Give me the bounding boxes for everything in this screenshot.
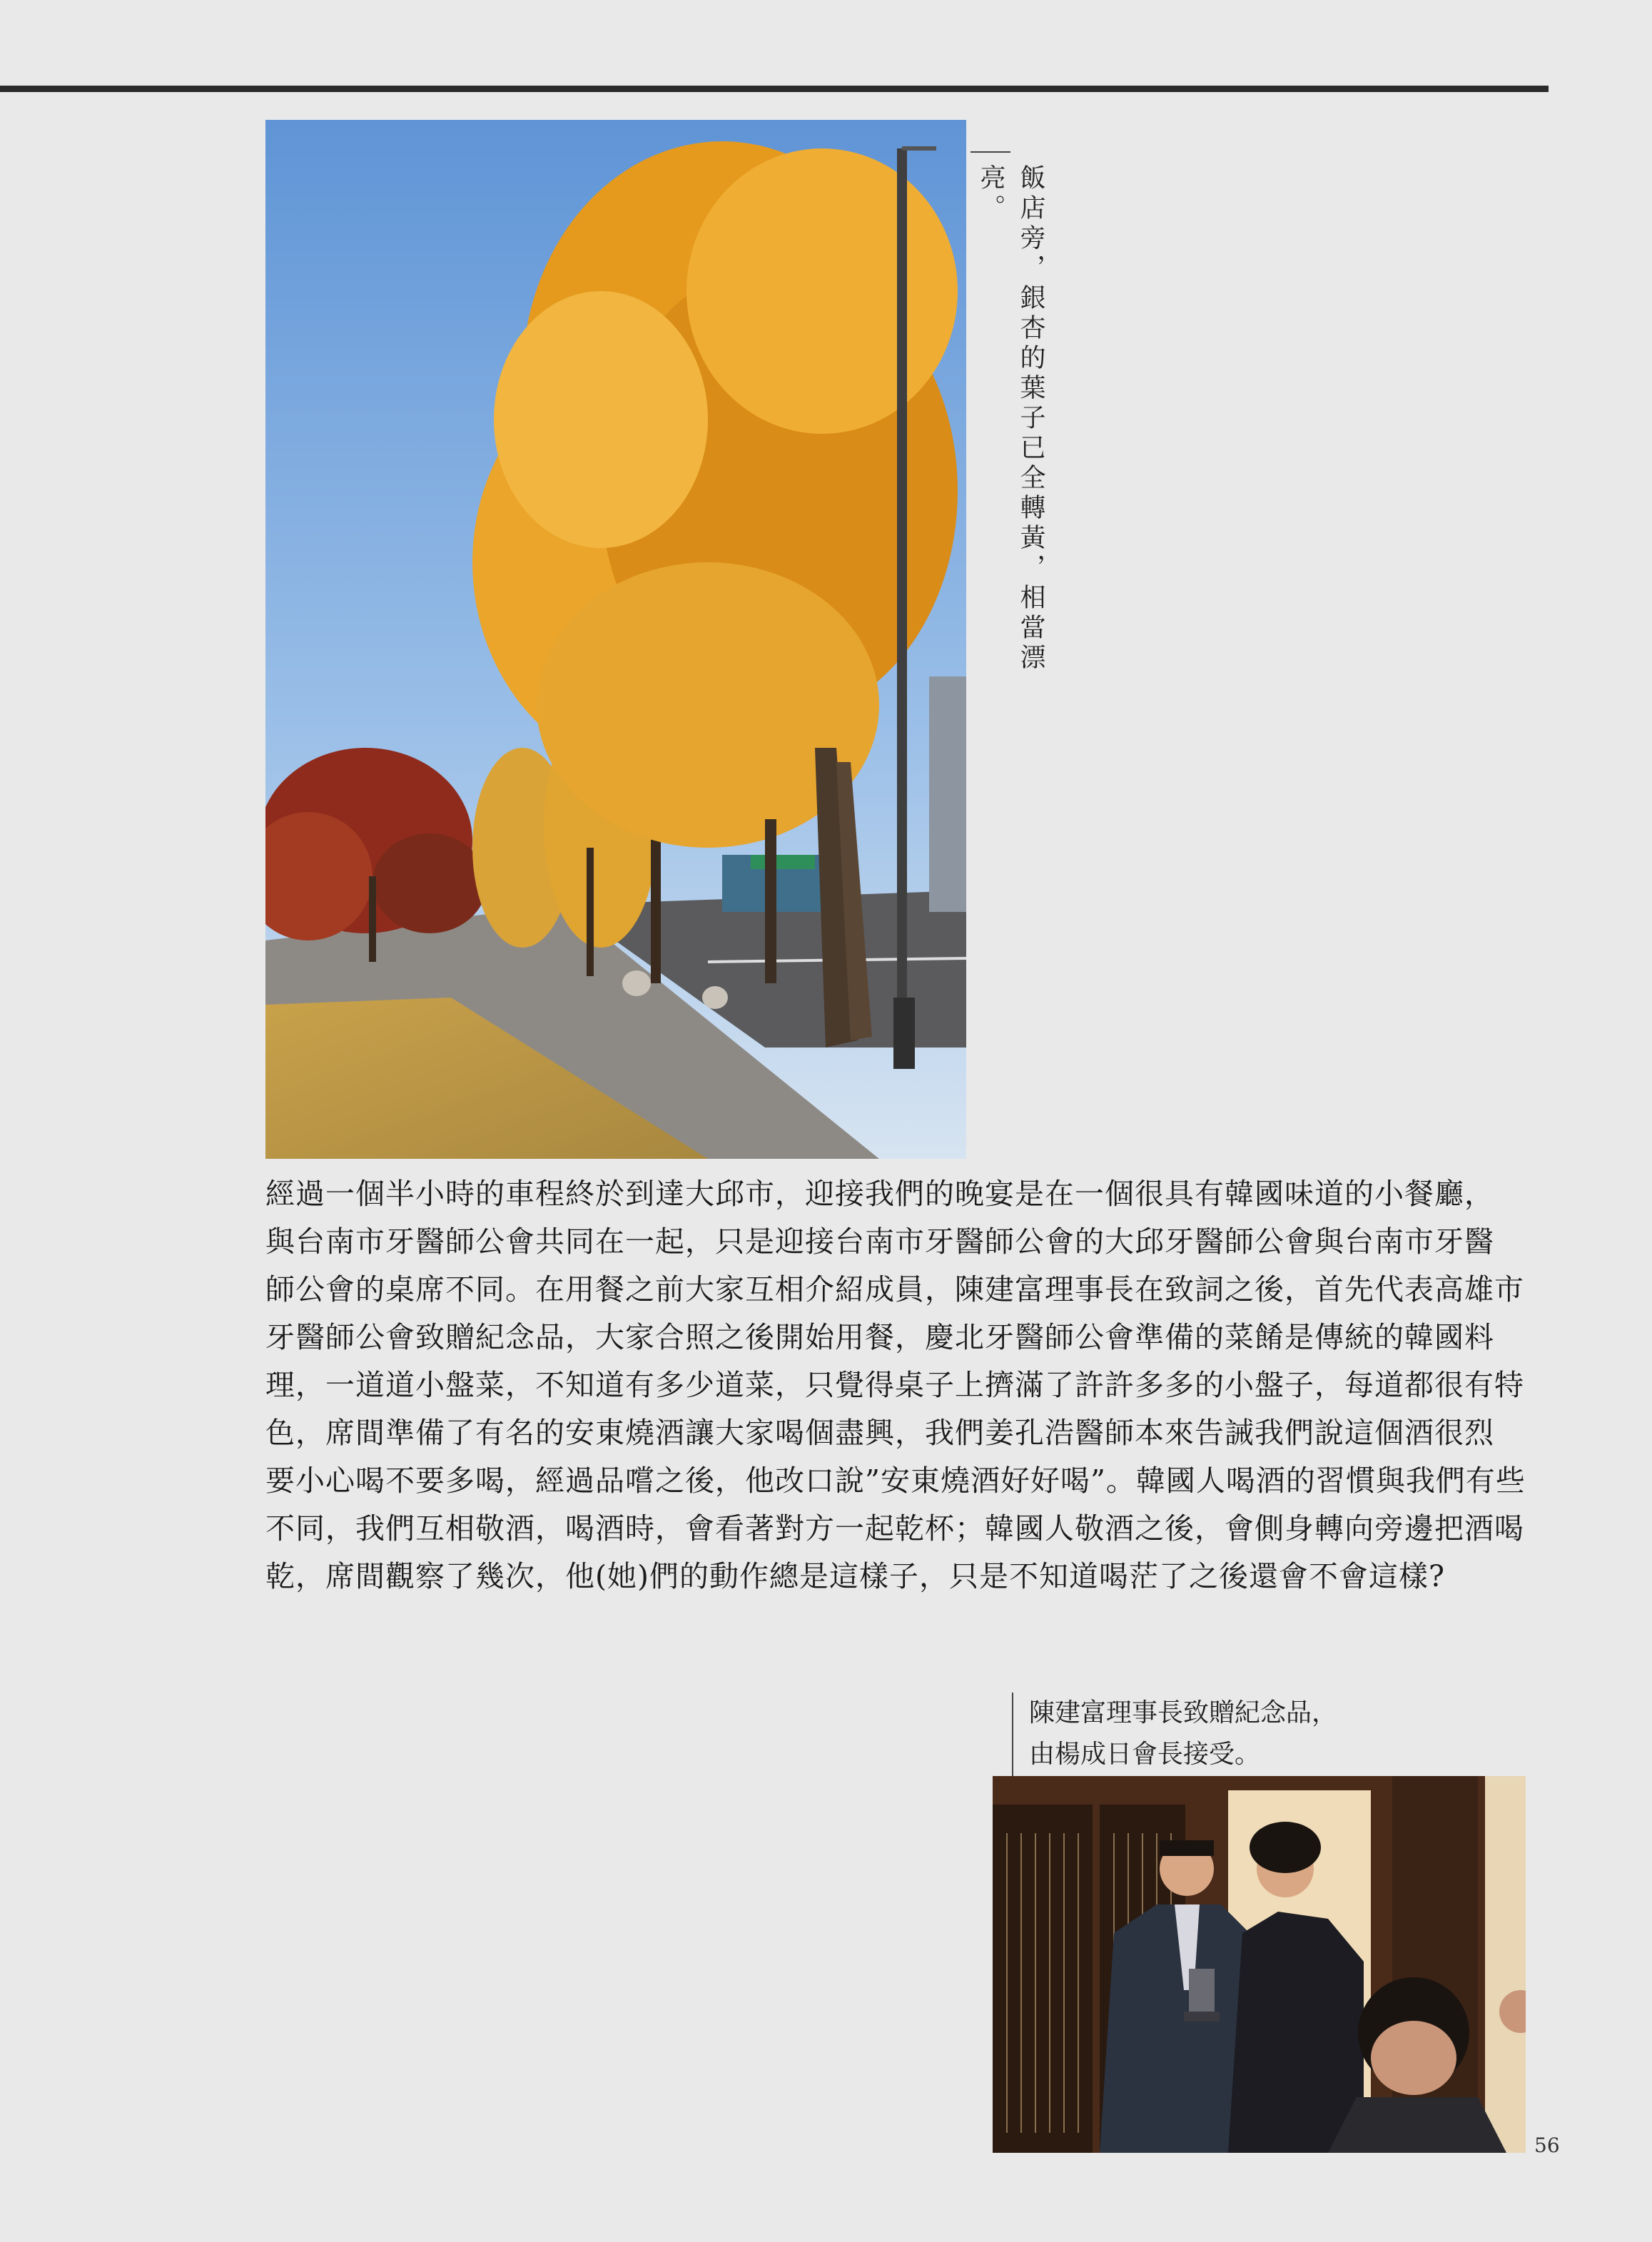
body-line: 乾，席間觀察了幾次，他(她)們的動作總是這樣子，只是不知道喝茫了之後還會不會這樣?: [265, 1559, 1445, 1593]
body-line: 理，一道道小盤菜，不知道有多少道菜，只覺得桌子上擠滿了許許多多的小盤子，每道都很有特: [265, 1368, 1524, 1402]
photo1-caption-text: 飯店旁，銀杏的葉子已全轉黃，相當漂亮。: [976, 164, 1045, 674]
body-line: 經過一個半小時的車程終於到達大邱市，迎接我們的晚宴是在一個很具有韓國味道的小餐廳，: [265, 1177, 1494, 1211]
body-line: 師公會的桌席不同。在用餐之前大家互相介紹成員，陳建富理事長在致詞之後，首先代表高雄市: [265, 1272, 1524, 1307]
body-line: 牙醫師公會致贈紀念品，大家合照之後開始用餐，慶北牙醫師公會準備的菜餚是傳統的韓國料: [265, 1320, 1494, 1354]
photo2-caption-line: 陳建富理事長致贈紀念品，: [1029, 1698, 1338, 1728]
body-line: 要小心喝不要多喝，經過品嚐之後，他改口說”安東燒酒好好喝”。韓國人喝酒的習慣與我們有些: [265, 1464, 1526, 1498]
top-rule: [0, 86, 1549, 92]
page-number: 56: [1534, 2134, 1560, 2157]
photo2-caption: [1012, 1693, 1337, 1778]
photo1-caption: [971, 151, 1045, 678]
souvenir-presentation-photo: [993, 1776, 1526, 2153]
ginkgo-street-photo: [265, 120, 966, 1159]
body-line: 與台南市牙醫師公會共同在一起，只是迎接台南市牙醫師公會的大邱牙醫師公會與台南市牙醫: [265, 1224, 1494, 1259]
photo2-caption-line: 由楊成日會長接受。: [1029, 1740, 1261, 1769]
body-line: 不同，我們互相敬酒，喝酒時，會看著對方一起乾杯；韓國人敬酒之後，會側身轉向旁邊把酒喝: [265, 1511, 1524, 1546]
body-line: 色，席間準備了有名的安東燒酒讓大家喝個盡興，我們姜孔浩醫師本來告誡我們說這個酒很烈: [265, 1416, 1494, 1450]
article-body: [265, 1170, 1550, 1601]
